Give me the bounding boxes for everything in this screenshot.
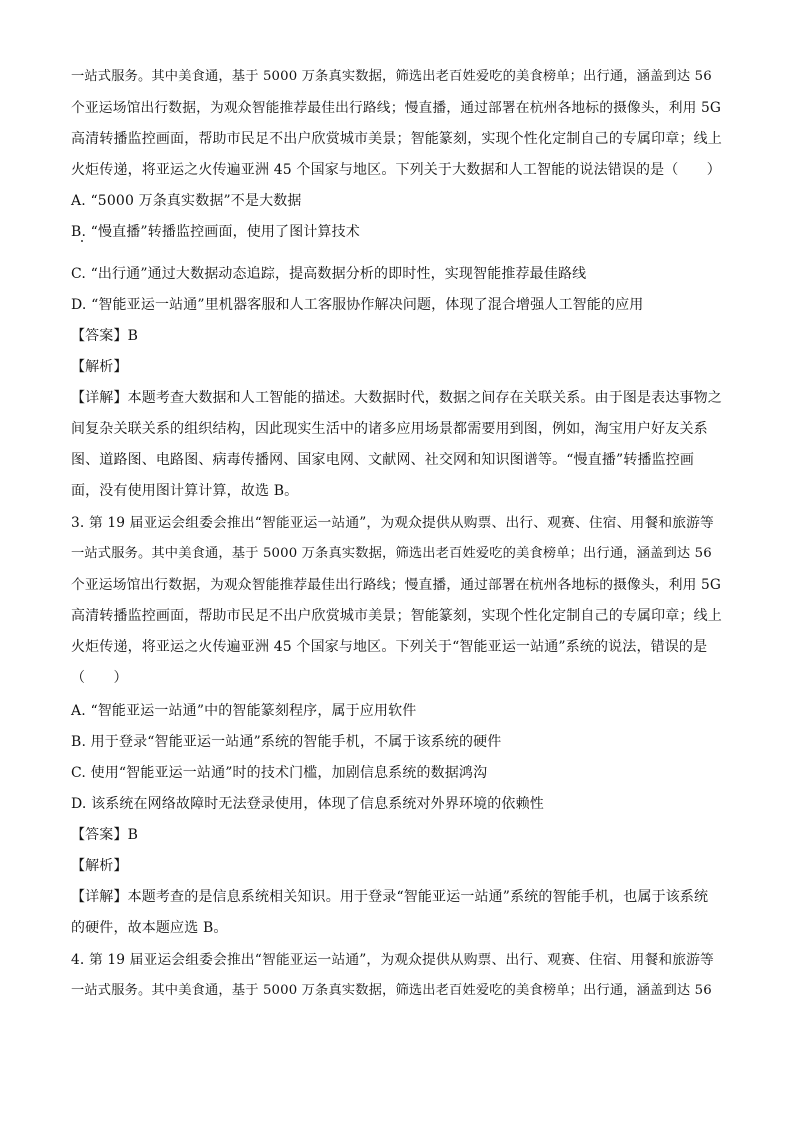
question-2-stem-line-3: 高清转播监控画面，帮助市民足不出户欣赏城市美景；智能篆刻，实现个性化定制自己的专属印章；线上	[71, 131, 722, 147]
question-3-stem-line-4: 高清转播监控画面，帮助市民足不出户欣赏城市美景；智能篆刻，实现个性化定制自己的专属印章；线上	[71, 608, 722, 624]
question-2-explanation-line-3: 图、道路图、电路图、病毒传播网、国家电网、文献网、社交网和知识图谱等。“慢直播”转播监控画	[71, 452, 695, 468]
question-2-explanation-line-1: 【详解】本题考查大数据和人工智能的描述。大数据时代，数据之间存在关联关系。由于图是表达事物之	[71, 390, 722, 406]
question-3-stem-line-3: 个亚运场馆出行数据，为观众智能推荐最佳出行路线；慢直播，通过部署在杭州各地标的摄像头，利用 5G	[71, 577, 722, 593]
question-3-stem-line-5: 火炬传递，将亚运之火传遍亚洲 45 个国家与地区。下列关于“智能亚运一站通”系统的说法，错误的是	[71, 639, 708, 655]
question-3-answer: 【答案】B	[71, 827, 139, 843]
question-2-analysis-heading: 【解析】	[71, 359, 128, 375]
question-2-explanation-line-2: 间复杂关联关系的组织结构，因此现实生活中的诸多应用场景都需要用到图，例如，淘宝用户好友关系	[71, 421, 708, 437]
question-2-stem-line-1: 一站式服务。其中美食通，基于 5000 万条真实数据，筛选出老百姓爱吃的美食榜单；出行通，涵盖到达 56	[71, 69, 712, 84]
question-3-stem-line-2: 一站式服务。其中美食通，基于 5000 万条真实数据，筛选出老百姓爱吃的美食榜单；出行通，涵盖到达 56	[71, 546, 712, 561]
question-3-stem-line-1: 3. 第 19 届亚运会组委会推出“智能亚运一站通”，为观众提供从购票、出行、观赛、住宿、用餐和旅游等	[71, 515, 714, 531]
question-3-explanation-line-2: 的硬件，故本题应选 B。	[71, 920, 228, 936]
question-2-stem-line-2: 个亚运场馆出行数据，为观众智能推荐最佳出行路线；慢直播，通过部署在杭州各地标的摄像头，利用 5G	[71, 100, 722, 116]
question-2-option-a: A. “5000 万条真实数据”不是大数据	[71, 193, 302, 209]
question-3-option-b: B. 用于登录“智能亚运一站通”系统的智能手机，不属于该系统的硬件	[71, 734, 502, 750]
question-3-option-d: D. 该系统在网络故障时无法登录使用，体现了信息系统对外界环境的依赖性	[71, 796, 544, 812]
question-4-stem-line-2: 一站式服务。其中美食通，基于 5000 万条真实数据，筛选出老百姓爱吃的美食榜单；出行通，涵盖到达 56	[71, 983, 712, 998]
question-3-option-a: A. “智能亚运一站通”中的智能篆刻程序，属于应用软件	[71, 703, 417, 719]
question-3-analysis-heading: 【解析】	[71, 858, 128, 874]
question-3-option-c: C. 使用“智能亚运一站通”时的技术门槛，加剧信息系统的数据鸿沟	[71, 765, 488, 781]
question-2-option-d: D. “智能亚运一站通”里机器客服和人工客服协作解决问题，体现了混合增强人工智能的应用	[71, 297, 644, 313]
question-3-explanation-line-1: 【详解】本题考查的是信息系统相关知识。用于登录“智能亚运一站通”系统的智能手机，也属于该系统	[71, 889, 709, 905]
question-2-stem-line-4: 火炬传递，将亚运之火传遍亚洲 45 个国家与地区。下列关于大数据和人工智能的说法错误的是（ ）	[71, 162, 721, 178]
question-2-option-b: B. “慢直播”转播监控画面，使用了图计算技术	[71, 224, 360, 240]
question-2-answer: 【答案】B	[71, 328, 139, 344]
question-4-stem-line-1: 4. 第 19 届亚运会组委会推出“智能亚运一站通”，为观众提供从购票、出行、观赛、住宿、用餐和旅游等	[71, 952, 714, 968]
question-3-stem-line-6: （ ）	[71, 670, 128, 686]
question-2-explanation-line-4: 面，没有使用图计算计算，故选 B。	[71, 483, 299, 499]
stray-mark	[81, 240, 83, 242]
question-2-option-c: C. “出行通”通过大数据动态追踪，提高数据分析的即时性，实现智能推荐最佳路线	[71, 266, 587, 282]
